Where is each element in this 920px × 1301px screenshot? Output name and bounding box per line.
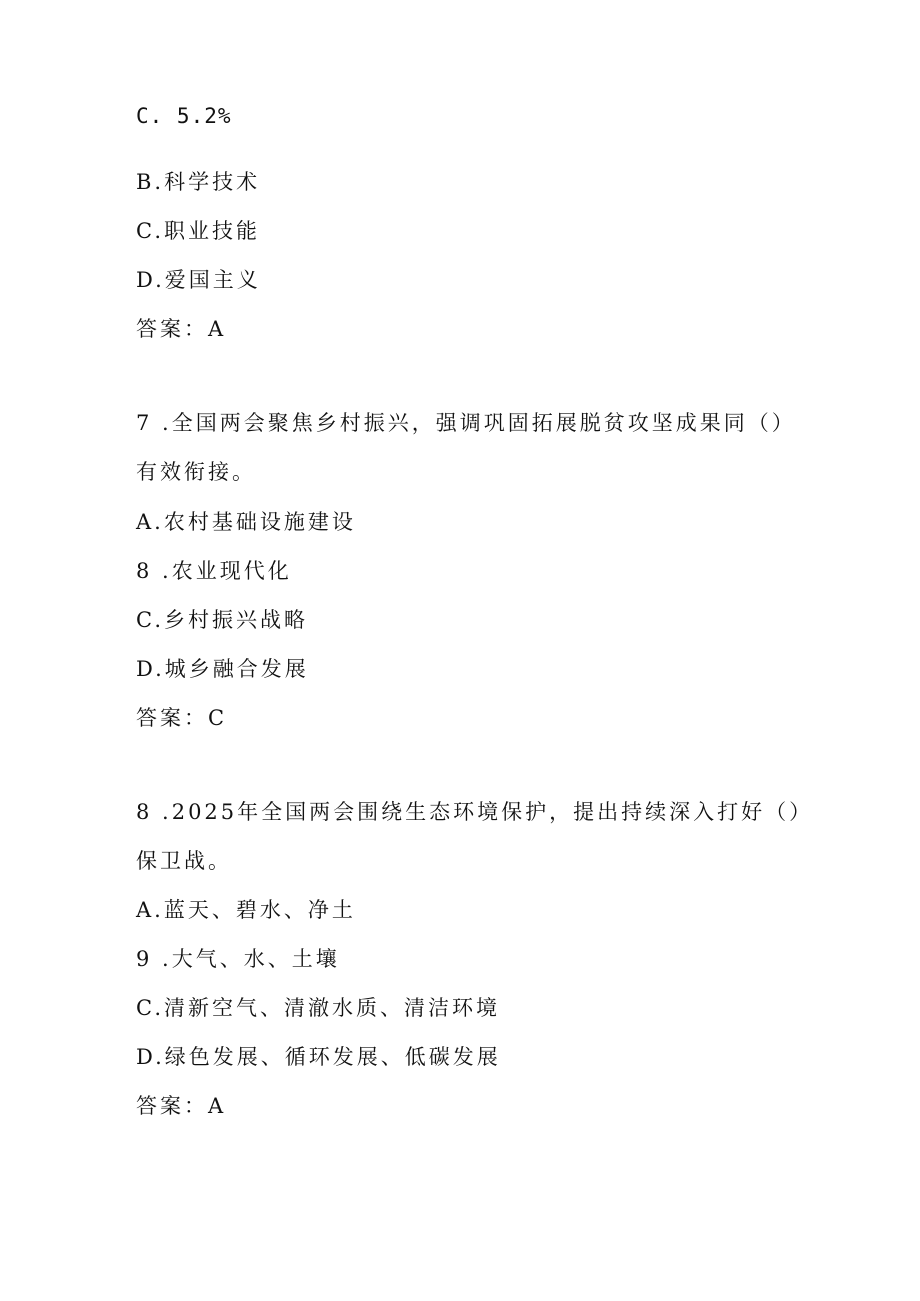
answer: 答案：A [136,317,227,341]
option-c: C.职业技能 [136,219,260,243]
question-8-option-b: 9 .大气、水、土壤 [136,947,340,971]
question-7-option-c: C.乡村振兴战略 [136,608,308,632]
question-7-answer: 答案：C [136,706,228,730]
question-8-answer: 答案：A [136,1094,227,1118]
question-7-option-d: D.城乡融合发展 [136,657,309,681]
question-7-stem-line2: 有效衔接。 [136,460,256,484]
question-7-stem-line1: 7 .全国两会聚焦乡村振兴，强调巩固拓展脱贫攻坚成果同（） [136,411,796,435]
question-7-option-a: A.农村基础设施建设 [136,510,356,534]
question-8-stem-line2: 保卫战。 [136,849,232,873]
question-8-option-d: D.绿色发展、循环发展、低碳发展 [136,1045,501,1069]
question-7-option-b: 8 .农业现代化 [136,559,292,583]
option-b: B.科学技术 [136,170,261,194]
option-d: D.爱国主义 [136,268,261,292]
question-8-option-a: A.蓝天、碧水、净土 [136,898,356,922]
option-c-percent: C. 5.2% [136,104,232,128]
question-8-stem-line1: 8 .2025年全国两会围绕生态环境保护，提出持续深入打好（） [136,800,814,824]
question-8-option-c: C.清新空气、清澈水质、清洁环境 [136,996,500,1020]
